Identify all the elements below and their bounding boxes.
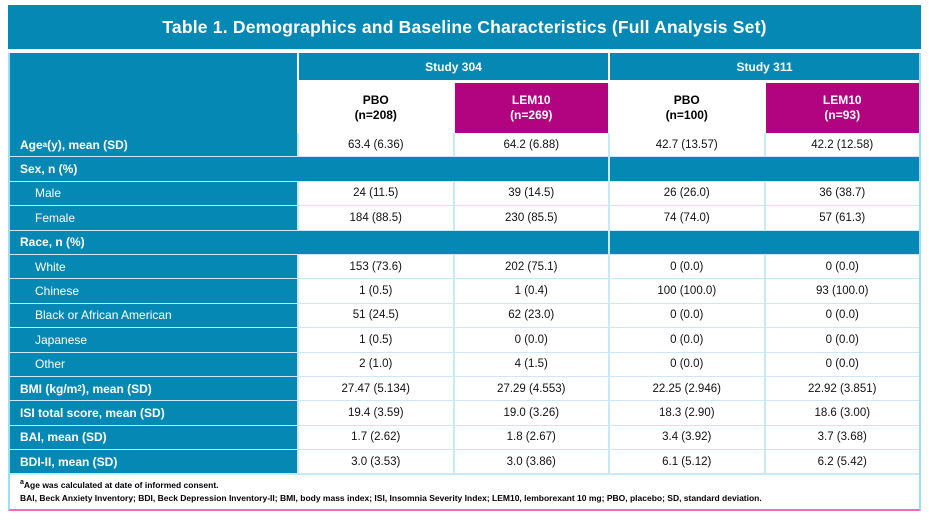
value-cell-black-or-african-american-col4: 0 (0.0) [766, 304, 920, 327]
column-group-study-304: Study 304 [299, 53, 608, 80]
value-cell-white-col4: 0 (0.0) [766, 255, 920, 278]
value-cell-isi-total-score-mean-sd-col4: 18.6 (3.00) [766, 401, 920, 424]
row-label-other: Other [10, 353, 297, 376]
value-cell-chinese-col4: 93 (100.0) [766, 279, 920, 302]
value-cell-bdi-ii-mean-sd-col1: 3.0 (3.53) [299, 450, 453, 473]
row-label-male: Male [10, 182, 297, 205]
footnote-superscript: a [20, 479, 24, 487]
value-cell-white-col1: 153 (73.6) [299, 255, 453, 278]
value-cell-bdi-ii-mean-sd-col4: 6.2 (5.42) [766, 450, 920, 473]
value-cell-isi-total-score-mean-sd-col2: 19.0 (3.26) [455, 401, 609, 424]
value-cell-male-col1: 24 (11.5) [299, 182, 453, 205]
arm-n: (n=93) [824, 108, 861, 122]
arm-name: PBO [673, 93, 700, 107]
value-cell-isi-total-score-mean-sd-col3: 18.3 (2.90) [610, 401, 764, 424]
value-cell-japanese-col3: 0 (0.0) [610, 328, 764, 351]
value-cell-japanese-col1: 1 (0.5) [299, 328, 453, 351]
value-cell-male-col2: 39 (14.5) [455, 182, 609, 205]
arm-n: (n=100) [665, 108, 708, 122]
value-cell-bmi-kg-m-mean-sd-col3: 22.25 (2.946) [610, 377, 764, 400]
value-cell-chinese-col3: 100 (100.0) [610, 279, 764, 302]
value-cell-white-col2: 202 (75.1) [455, 255, 609, 278]
footnotes [10, 473, 919, 509]
value-cell-female-col3: 74 (74.0) [610, 206, 764, 229]
column-group-study-311: Study 311 [610, 53, 919, 80]
row-label-age-y-mean-sd: Age a (y), mean (SD) [10, 133, 297, 156]
value-cell-other-col4: 0 (0.0) [766, 353, 920, 376]
section-row-fill-race-n [610, 231, 919, 254]
row-label-bai-mean-sd: BAI, mean (SD) [10, 426, 297, 449]
footnote-age [20, 479, 909, 490]
row-label-white: White [10, 255, 297, 278]
arm-name: LEM10 [511, 93, 551, 107]
demographics-table [8, 53, 921, 511]
value-cell-age-y-mean-sd-col4: 42.2 (12.58) [766, 133, 920, 156]
row-label-bdi-ii-mean-sd: BDI-II, mean (SD) [10, 450, 297, 473]
value-cell-bdi-ii-mean-sd-col2: 3.0 (3.86) [455, 450, 609, 473]
value-cell-black-or-african-american-col2: 62 (23.0) [455, 304, 609, 327]
footnote-age-text: Age was calculated at date of informed consent. [23, 480, 219, 491]
value-cell-bmi-kg-m-mean-sd-col1: 27.47 (5.134) [299, 377, 453, 400]
value-cell-japanese-col2: 0 (0.0) [455, 328, 609, 351]
value-cell-bai-mean-sd-col3: 3.4 (3.92) [610, 426, 764, 449]
value-cell-other-col1: 2 (1.0) [299, 353, 453, 376]
section-row-race-n: Race, n (%) [10, 231, 608, 254]
value-cell-bdi-ii-mean-sd-col3: 6.1 (5.12) [610, 450, 764, 473]
footnote-abbreviations: BAI, Beck Anxiety Inventory; BDI, Beck Depression Inventory-II; BMI, body mass index; ISI, Insomnia Severity Index; LEM10, lemborexant 10 mg; PBO, placebo; SD, standard deviation. [20, 493, 762, 504]
value-cell-male-col3: 26 (26.0) [610, 182, 764, 205]
arm-name: LEM10 [822, 93, 862, 107]
value-cell-bai-mean-sd-col4: 3.7 (3.68) [766, 426, 920, 449]
value-cell-bai-mean-sd-col1: 1.7 (2.62) [299, 426, 453, 449]
row-label-chinese: Chinese [10, 279, 297, 302]
value-cell-female-col4: 57 (61.3) [766, 206, 920, 229]
column-header-pbo-study-311 [610, 83, 764, 133]
header-corner-cell [10, 53, 297, 133]
value-cell-japanese-col4: 0 (0.0) [766, 328, 920, 351]
table-title: Table 1. Demographics and Baseline Characteristics (Full Analysis Set) [162, 16, 767, 37]
value-cell-female-col1: 184 (88.5) [299, 206, 453, 229]
row-label-black-or-african-american: Black or African American [10, 304, 297, 327]
column-header-lem10-study-304 [455, 83, 609, 133]
table-body [10, 133, 919, 473]
column-header-lem10-study-311 [766, 83, 920, 133]
value-cell-chinese-col1: 1 (0.5) [299, 279, 453, 302]
value-cell-bai-mean-sd-col2: 1.8 (2.67) [455, 426, 609, 449]
value-cell-other-col3: 0 (0.0) [610, 353, 764, 376]
value-cell-age-y-mean-sd-col1: 63.4 (6.36) [299, 133, 453, 156]
value-cell-black-or-african-american-col3: 0 (0.0) [610, 304, 764, 327]
value-cell-age-y-mean-sd-col2: 64.2 (6.88) [455, 133, 609, 156]
column-header-pbo-study-304 [299, 83, 453, 133]
arm-n: (n=208) [354, 108, 397, 122]
value-cell-female-col2: 230 (85.5) [455, 206, 609, 229]
table-header [10, 53, 919, 133]
row-label-isi-total-score-mean-sd: ISI total score, mean (SD) [10, 401, 297, 424]
value-cell-other-col2: 4 (1.5) [455, 353, 609, 376]
section-row-fill-sex-n [610, 157, 919, 180]
row-label-bmi-kg-m-mean-sd: BMI (kg/m 2 ), mean (SD) [10, 377, 297, 400]
section-row-sex-n: Sex, n (%) [10, 157, 608, 180]
value-cell-black-or-african-american-col1: 51 (24.5) [299, 304, 453, 327]
value-cell-chinese-col2: 1 (0.4) [455, 279, 609, 302]
value-cell-bmi-kg-m-mean-sd-col2: 27.29 (4.553) [455, 377, 609, 400]
value-cell-bmi-kg-m-mean-sd-col4: 22.92 (3.851) [766, 377, 920, 400]
row-label-female: Female [10, 206, 297, 229]
arm-name: PBO [362, 93, 389, 107]
value-cell-age-y-mean-sd-col3: 42.7 (13.57) [610, 133, 764, 156]
table-title-bar [8, 5, 921, 49]
arm-n: (n=269) [510, 108, 553, 122]
row-label-japanese: Japanese [10, 328, 297, 351]
value-cell-male-col4: 36 (38.7) [766, 182, 920, 205]
value-cell-isi-total-score-mean-sd-col1: 19.4 (3.59) [299, 401, 453, 424]
value-cell-white-col3: 0 (0.0) [610, 255, 764, 278]
